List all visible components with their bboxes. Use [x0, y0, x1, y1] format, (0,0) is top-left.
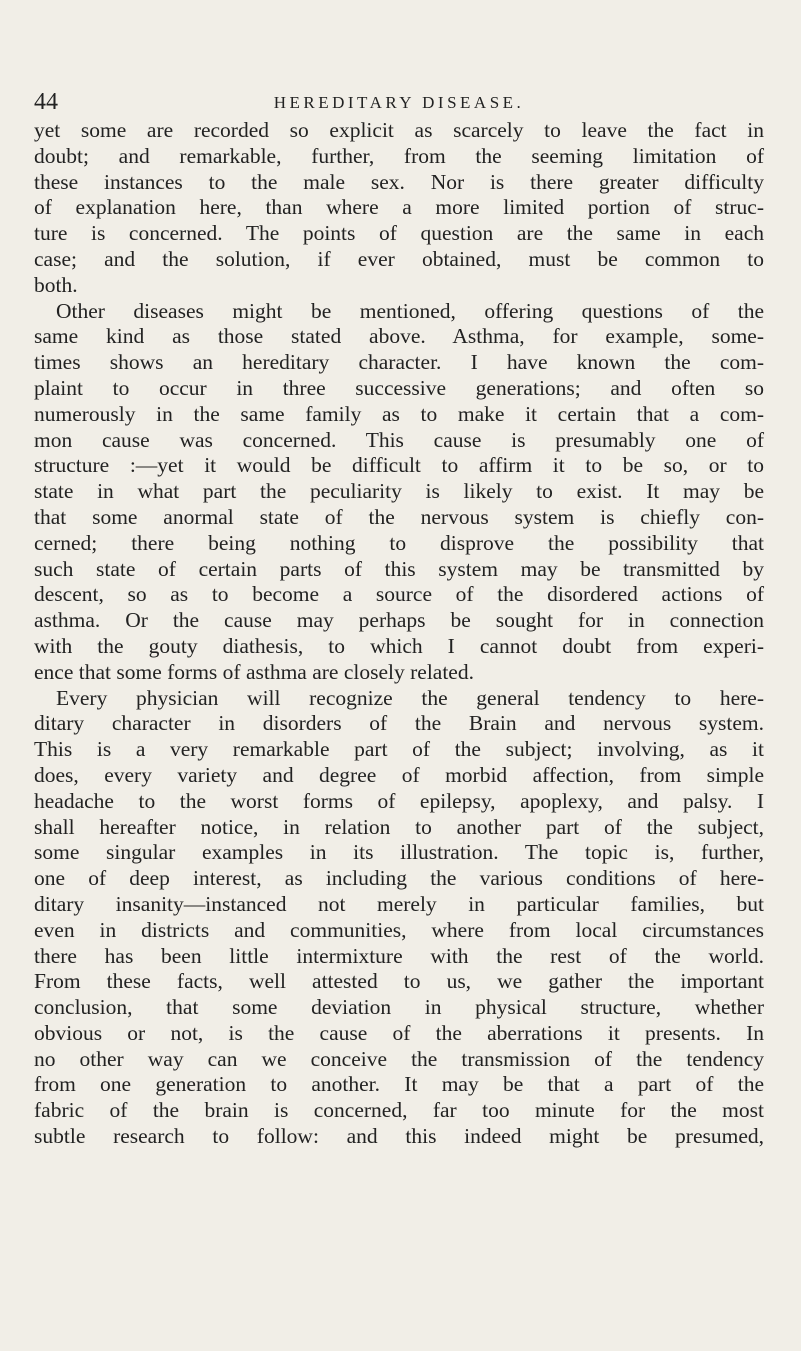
text-line: no other way can we conceive the transmission of the tendency: [34, 1046, 764, 1071]
text-line: both.: [34, 272, 78, 297]
text-line: doubt; and remarkable, further, from the seeming limitation of: [34, 143, 764, 168]
page-number: 44: [34, 89, 58, 115]
text-line: yet some are recorded so explicit as scarcely to leave the fact in: [34, 118, 764, 142]
body-text: [34, 118, 764, 1150]
text-line: cerned; there being nothing to disprove the possibility that: [34, 530, 764, 555]
text-line: asthma. Or the cause may perhaps be sought for in connection: [34, 608, 764, 633]
text-line: these instances to the male sex. Nor is there greater difficulty: [34, 169, 764, 194]
text-line: that some anormal state of the nervous system is chiefly con-: [34, 504, 764, 529]
text-line: of explanation here, than where a more limited portion of struc-: [34, 195, 764, 220]
text-line: This is a very remarkable part of the subject; involving, as it: [34, 737, 764, 762]
text-line: same kind as those stated above. Asthma, for example, some-: [34, 324, 764, 349]
text-line: shall hereafter notice, in relation to another part of the subject,: [34, 814, 764, 839]
text-line: conclusion, that some deviation in physical structure, whether: [34, 995, 764, 1020]
text-line: plaint to occur in three successive generations; and often so: [34, 375, 764, 400]
text-line: Other diseases might be mentioned, offering questions of the: [56, 298, 764, 323]
text-line: mon cause was concerned. This cause is presumably one of: [34, 427, 764, 452]
text-line: ditary character in disorders of the Brain and nervous system.: [34, 711, 764, 736]
text-line: structure :—yet it would be difficult to affirm it to be so, or to: [34, 453, 764, 478]
text-line: even in districts and communities, where from local circumstances: [34, 917, 764, 942]
text-line: subtle research to follow: and this indeed might be presumed,: [34, 1124, 764, 1149]
text-line: ence that some forms of asthma are closely related.: [34, 659, 474, 684]
running-head: HEREDITARY DISEASE.: [273, 93, 525, 112]
text-line: obvious or not, is the cause of the aberrations it presents. In: [34, 1020, 764, 1045]
text-line: numerously in the same family as to make it certain that a com-: [34, 401, 764, 426]
text-line: state in what part the peculiarity is likely to exist. It may be: [34, 479, 764, 504]
page-header: [34, 88, 764, 116]
text-line: such state of certain parts of this system may be transmitted by: [34, 556, 764, 581]
text-line: some singular examples in its illustration. The topic is, further,: [34, 840, 764, 865]
text-line: fabric of the brain is concerned, far too minute for the most: [34, 1098, 764, 1123]
text-line: From these facts, well attested to us, we gather the important: [34, 969, 764, 994]
text-line: with the gouty diathesis, to which I cannot doubt from experi-: [34, 633, 764, 658]
text-line: case; and the solution, if ever obtained, must be common to: [34, 246, 764, 271]
text-line: does, every variety and degree of morbid affection, from simple: [34, 762, 764, 787]
text-line: one of deep interest, as including the various conditions of here-: [34, 866, 764, 891]
text-line: headache to the worst forms of epilepsy, apoplexy, and palsy. I: [34, 788, 764, 813]
text-line: ture is concerned. The points of question are the same in each: [34, 221, 764, 246]
text-line: ditary insanity—instanced not merely in particular families, but: [34, 891, 764, 916]
text-line: Every physician will recognize the general tendency to here-: [56, 685, 764, 710]
text-line: descent, so as to become a source of the disordered actions of: [34, 582, 764, 607]
text-line: times shows an hereditary character. I have known the com-: [34, 350, 764, 375]
text-line: from one generation to another. It may be that a part of the: [34, 1072, 764, 1097]
text-line: there has been little intermixture with the rest of the world.: [34, 943, 764, 968]
